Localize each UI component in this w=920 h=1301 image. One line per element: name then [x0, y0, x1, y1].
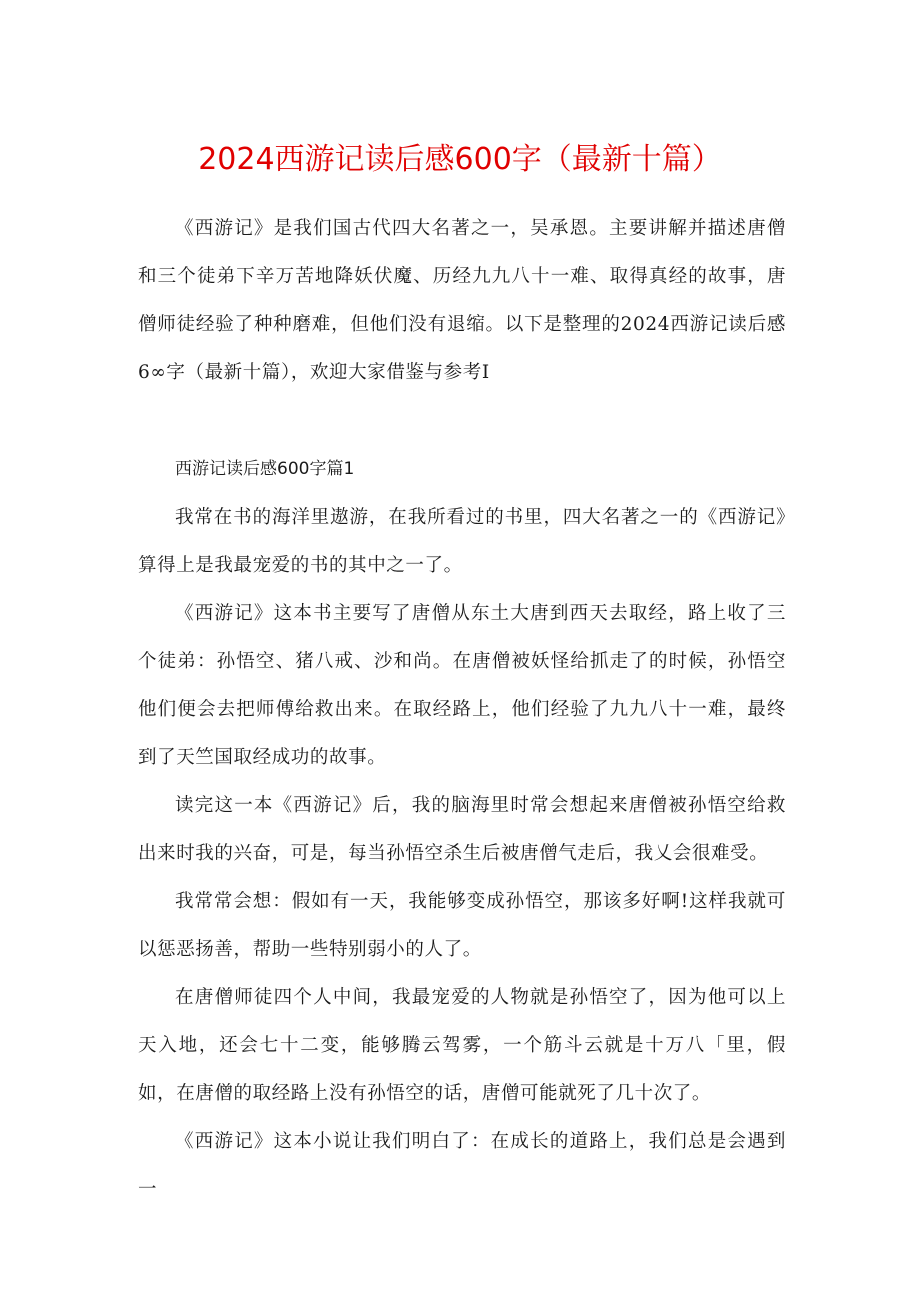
- intro-paragraph: 《西游记》是我们国古代四大名著之一，吴承恩。主要讲解并描述唐僧和三个徒弟下辛万苦地降妖伏魔、历经九九八十一难、取得真经的故事，唐僧师徒经验了种种磨难，但他们没有退缩。以下是整理的2024西游记读后感6∞字（最新十篇），欢迎大家借鉴与参考I: [138, 218, 786, 383]
- body-paragraph: 我常常会想：假如有一天，我能够变成孙悟空，那该多好啊!这样我就可以惩恶扬善，帮助一些特别弱小的人了。: [138, 891, 786, 960]
- body-paragraph: 读完这一本《西游记》后，我的脑海里时常会想起来唐僧被孙悟空给救出来时我的兴奋，可是，每当孙悟空杀生后被唐僧气走后，我乂会很难受。: [138, 795, 786, 864]
- body-paragraph: 《西游记》这本小说让我们明白了：在成长的道路上，我们总是会遇到一: [138, 1131, 786, 1200]
- body-paragraph: 在唐僧师徒四个人中间，我最宠爱的人物就是孙悟空了，因为他可以上天入地，还会七十二变，能够腾云驾雾，一个筋斗云就是十万八「里，假如，在唐僧的取经路上没有孙悟空的话，唐僧可能就死了几十次了。: [138, 987, 786, 1104]
- section-heading: 西游记读后感600字篇1: [175, 459, 355, 479]
- body-paragraph: 我常在书的海洋里遨游，在我所看过的书里，四大名著之一的《西游记》算得上是我最宠爱的书的其中之一了。: [138, 507, 786, 576]
- body-paragraph: 《西游记》这本书主要写了唐僧从东土大唐到西天去取经，路上收了三个徒弟：孙悟空、猪八戒、沙和尚。在唐僧被妖怪给抓走了的时候，孙悟空他们便会去把师傅给救出来。在取经路上，他们经验了九九八十一难，最终到了天竺国取经成功的故事。: [138, 603, 786, 768]
- document-title: 2024西游记读后感600字（最新十篇）: [198, 142, 722, 177]
